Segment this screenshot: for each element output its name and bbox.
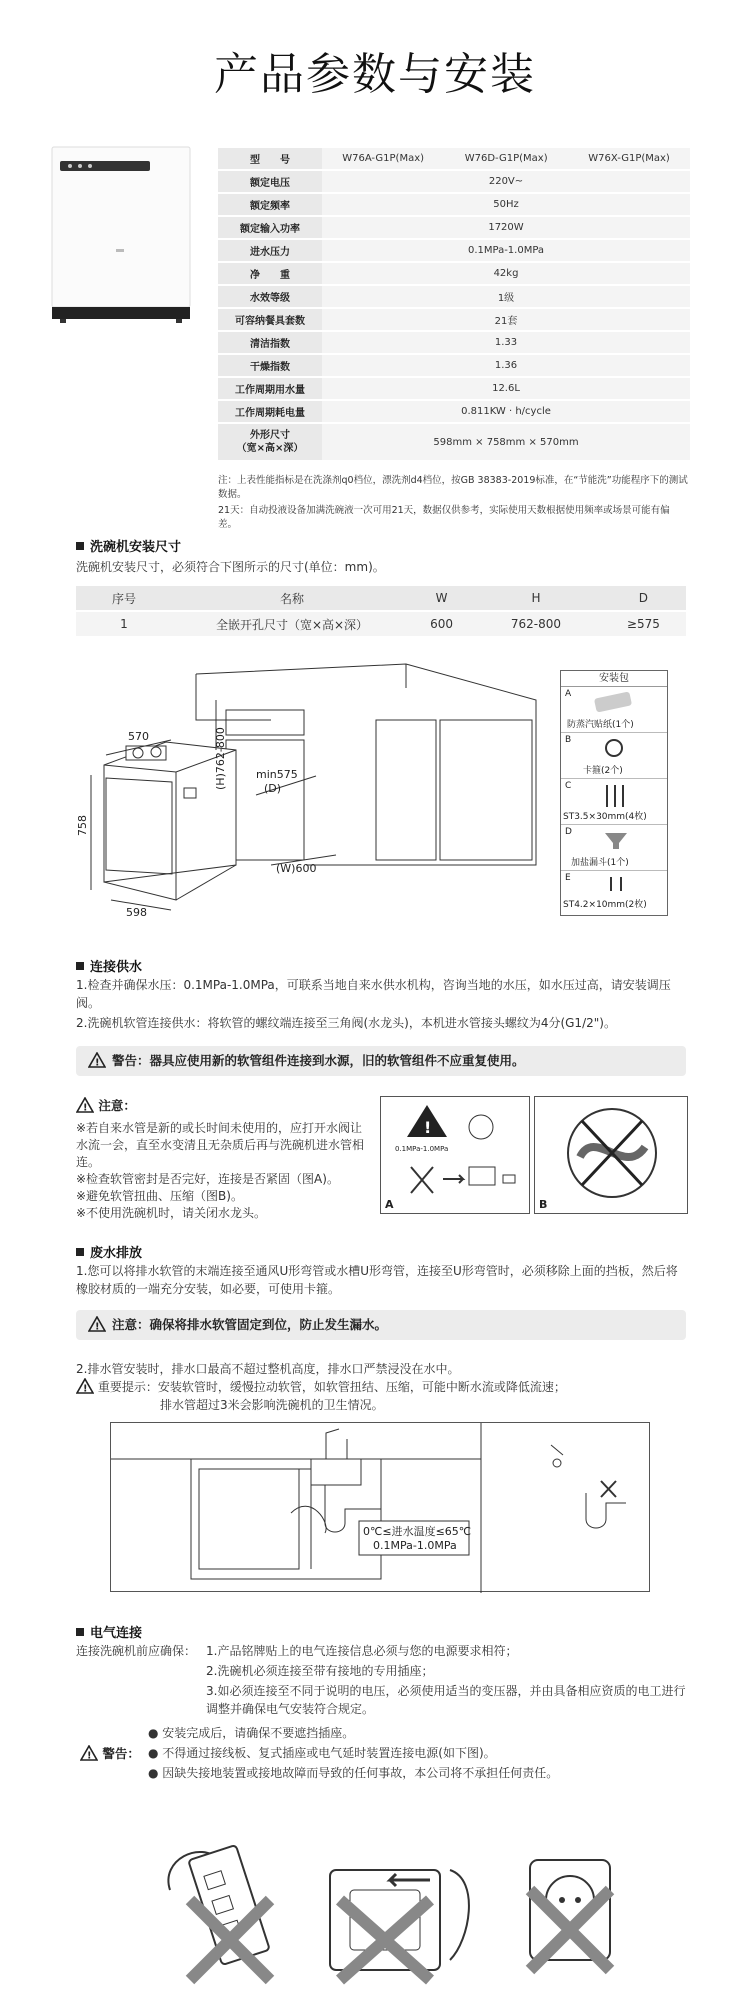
spec-value: 50Hz [322, 194, 690, 215]
drain-warning-text: 注意：确保将排水软管固定到位，防止发生漏水。 [112, 1317, 388, 1332]
electric-warn-item: ● 不得通过接线板、复式插座或电气延时装置连接电源(如下图)。 [148, 1746, 496, 1760]
spec-label: 外形尺寸 （宽×高×深） [218, 424, 322, 460]
kit-name: ST4.2×10mm(2枚) [563, 900, 647, 910]
svg-text:!: ! [424, 1118, 432, 1137]
spec-row [218, 240, 690, 261]
clamp-icon [599, 737, 629, 759]
kit-name: ST3.5×30mm(4枚) [563, 812, 647, 822]
drain-p2: 2.排水管安装时，排水口最高不超过整机高度，排水口严禁浸没在水中。 [76, 1362, 460, 1376]
size-cell: ≥575 [601, 612, 686, 636]
no-kink-illustration [535, 1097, 689, 1215]
kit-item [561, 871, 667, 915]
size-cell: 600 [412, 612, 471, 636]
drain-heading: 废水排放 [76, 1242, 142, 1261]
kit-item [561, 687, 667, 733]
spec-row [218, 309, 690, 330]
kit-name: 加盐漏斗(1个) [571, 858, 629, 868]
spec-row [218, 424, 690, 460]
spec-model: W76X-G1P(Max) [568, 148, 690, 169]
spec-label: 净 重 [218, 263, 322, 284]
multi-socket-illustration [330, 1870, 469, 1980]
svg-text:!: ! [87, 1750, 92, 1761]
hose-connection-illustration [381, 1097, 531, 1215]
spec-value: 1.33 [322, 332, 690, 353]
kit-item [561, 825, 667, 871]
water-supply-heading: 连接供水 [76, 956, 142, 975]
size-cell: 762-800 [471, 612, 601, 636]
warning-icon [88, 1052, 106, 1068]
spec-label: 工作周期用水量 [218, 378, 322, 399]
drain-diagram [110, 1422, 650, 1592]
drain-important [76, 1378, 686, 1396]
spec-label: 额定频率 [218, 194, 322, 215]
water-warning-text: 警告：器具应使用新的软管组件连接到水源，旧的软管组件不应重复使用。 [112, 1053, 525, 1068]
size-col-header: 名称 [172, 586, 412, 610]
power-strip-illustration [168, 1845, 270, 1980]
water-notice [76, 1096, 366, 1222]
drain-important-text: 重要提示：安装软管时，缓慢拉动软管，如软管扭结、压缩，可能中断水流或降低流速； [97, 1380, 566, 1394]
dishwasher-product-image [46, 145, 196, 323]
spec-row [218, 378, 690, 399]
dim-width-range: (W)600 [276, 862, 317, 875]
install-diagram [76, 660, 546, 920]
spec-label: 型 号 [218, 148, 322, 169]
notice-item: ※不使用洗碗机时，请关闭水龙头。 [76, 1206, 267, 1220]
kit-letter: B [565, 735, 572, 745]
install-size-desc: 洗碗机安装尺寸，必须符合下图所示的尺寸(单位：mm)。 [76, 560, 385, 574]
svg-text:!: ! [95, 1057, 100, 1068]
fig-pressure-label: 0.1MPa-1.0MPa [395, 1145, 449, 1153]
size-cell: 全嵌开孔尺寸（宽×高×深） [172, 612, 412, 636]
electric-warn-item: ● 因缺失接地装置或接地故障而导致的任何事故，本公司将不承担任何责任。 [148, 1766, 559, 1780]
spec-label: 进水压力 [218, 240, 322, 261]
install-size-table [76, 584, 686, 638]
electric-item: 1.产品铭牌贴上的电气连接信息必须与您的电源要求相符； [206, 1644, 518, 1658]
dim-height: 758 [76, 815, 89, 836]
notice-item: ※避免软管扭曲、压缩（图B)。 [76, 1189, 243, 1203]
kit-letter: E [565, 873, 571, 883]
timer-adapter-illustration [530, 1860, 610, 1970]
figure-a [380, 1096, 530, 1214]
spec-notes [218, 474, 688, 532]
spec-row [218, 286, 690, 307]
svg-text:!: ! [83, 1383, 88, 1394]
warning-icon [80, 1745, 98, 1761]
page-title: 产品参数与安装 [214, 49, 536, 100]
spec-note-2: 21天：自动投液设备加满洗碗液一次可用21天，数据仅供参考，实际使用天数根据使用频率或场景可能有偏差。 [218, 505, 670, 530]
spec-model: W76D-G1P(Max) [444, 148, 568, 169]
spec-label: 水效等级 [218, 286, 322, 307]
spec-row [218, 171, 690, 192]
spec-value: 598mm × 758mm × 570mm [322, 424, 690, 460]
electric-item: 2.洗碗机必须连接至带有接地的专用插座； [206, 1664, 434, 1678]
electric-heading: 电气连接 [76, 1622, 142, 1641]
short-screw-icon [601, 873, 631, 895]
dim-d-label: (D) [264, 782, 282, 795]
drain-warning-bar [76, 1310, 686, 1340]
spec-label: 可容纳餐具套数 [218, 309, 322, 330]
screw-icon [599, 781, 633, 809]
salt-funnel-icon [601, 829, 631, 851]
notice-item: ※检查软管密封是否完好，连接是否紧固（图A)。 [76, 1172, 339, 1186]
spec-value: 1.36 [322, 355, 690, 376]
warning-icon [76, 1097, 94, 1113]
spec-value: 220V~ [322, 171, 690, 192]
spec-label: 清洁指数 [218, 332, 322, 353]
spec-label: 额定电压 [218, 171, 322, 192]
warning-icon [76, 1378, 94, 1394]
warning-icon [88, 1316, 106, 1332]
spec-label: 额定输入功率 [218, 217, 322, 238]
dim-min-depth: min575 [256, 768, 298, 781]
prohibited-connections [160, 1820, 640, 1990]
spec-value: 21套 [322, 309, 690, 330]
drain-important-2: 排水管超过3米会影响洗碗机的卫生情况。 [160, 1398, 384, 1412]
size-col-header: 序号 [76, 586, 172, 610]
spec-row [218, 401, 690, 422]
spec-row [218, 148, 690, 169]
size-cell: 1 [76, 612, 172, 636]
electric-warn-label-row [80, 1744, 140, 1762]
water-supply-p2: 2.洗碗机软管连接供水：将软管的螺纹端连接至三角阀(水龙头)，本机进水管接头螺纹为4分(G1/2")。 [76, 1016, 616, 1030]
spec-value: 0.811KW · h/cycle [322, 401, 690, 422]
spec-model: W76A-G1P(Max) [322, 148, 444, 169]
spec-row [218, 194, 690, 215]
spec-label: 干燥指数 [218, 355, 322, 376]
drain-illustration [111, 1423, 651, 1593]
electric-warn-item: ● 安装完成后，请确保不要遮挡插座。 [148, 1726, 355, 1740]
size-col-header: W [412, 586, 471, 610]
spec-row [218, 355, 690, 376]
spec-value: 12.6L [322, 378, 690, 399]
svg-text:!: ! [95, 1321, 100, 1332]
dim-height-range: (H)762-800 [214, 727, 227, 790]
spec-row [218, 332, 690, 353]
drain-temp: 0℃≤进水温度≤65℃ [363, 1525, 472, 1538]
kit-item [561, 733, 667, 779]
kit-item [561, 779, 667, 825]
water-supply-p1: 1.检查并确保水压：0.1MPa-1.0MPa，可联系当地自来水供水机构，咨询当地的水压，如水压过高，请安装调压阀。 [76, 978, 671, 1010]
kit-letter: C [565, 781, 572, 791]
spec-row [218, 263, 690, 284]
drain-pressure: 0.1MPa-1.0MPa [373, 1539, 457, 1552]
dim-width: 598 [126, 906, 147, 919]
figure-b [534, 1096, 688, 1214]
notice-item: ※若自来水管是新的或长时间未使用的，应打开水阀让水流一会，直至水变清且无杂质后再与洗碗机进水管相连。 [76, 1121, 365, 1169]
spec-value: 42kg [322, 263, 690, 284]
size-row [76, 612, 686, 636]
electric-warn-label: 警告： [102, 1746, 140, 1761]
kit-name: 防蒸汽贴纸(1个) [567, 720, 634, 730]
install-kit-box [560, 670, 668, 916]
size-header-row [76, 586, 686, 610]
spec-table [218, 146, 690, 462]
spec-note-1: 注：上表性能指标是在洗涤剂q0档位，漂洗剂d4档位，按GB 38383-2019标准，在“节能洗”功能程序下的测试数据。 [218, 475, 688, 500]
notice-title-row [76, 1096, 366, 1114]
spec-label: 工作周期耗电量 [218, 401, 322, 422]
install-size-heading: 洗碗机安装尺寸 [76, 536, 181, 555]
kit-letter: D [565, 827, 572, 837]
steam-sticker-icon [591, 691, 635, 715]
electric-item: 3.如必须连接至不同于说明的电压，必须使用适当的变压器，并由具备相应资质的电工进行调整并确保电气安装符合规定。 [206, 1684, 686, 1716]
figure-a-label: A [385, 1198, 394, 1211]
size-col-header: D [601, 586, 686, 610]
dim-depth: 570 [128, 730, 149, 743]
kit-name: 卡箍(2个) [583, 766, 623, 776]
svg-text:!: ! [83, 1102, 88, 1113]
kit-letter: A [565, 689, 572, 699]
water-warning-bar [76, 1046, 686, 1076]
drain-p1: 1.您可以将排水软管的末端连接至通风U形弯管或水槽U形弯管，连接至U形弯管时，必须移除上面的挡板，然后将橡胶材质的一端充分安装，如必要，可使用卡箍。 [76, 1264, 678, 1296]
notice-title: 注意： [98, 1098, 136, 1113]
spec-value: 1级 [322, 286, 690, 307]
kit-title: 安装包 [561, 671, 667, 687]
spec-value: 1720W [322, 217, 690, 238]
spec-row [218, 217, 690, 238]
electric-lead: 连接洗碗机前应确保： [76, 1644, 197, 1658]
figure-b-label: B [539, 1198, 548, 1211]
size-col-header: H [471, 586, 601, 610]
spec-value: 0.1MPa-1.0MPa [322, 240, 690, 261]
